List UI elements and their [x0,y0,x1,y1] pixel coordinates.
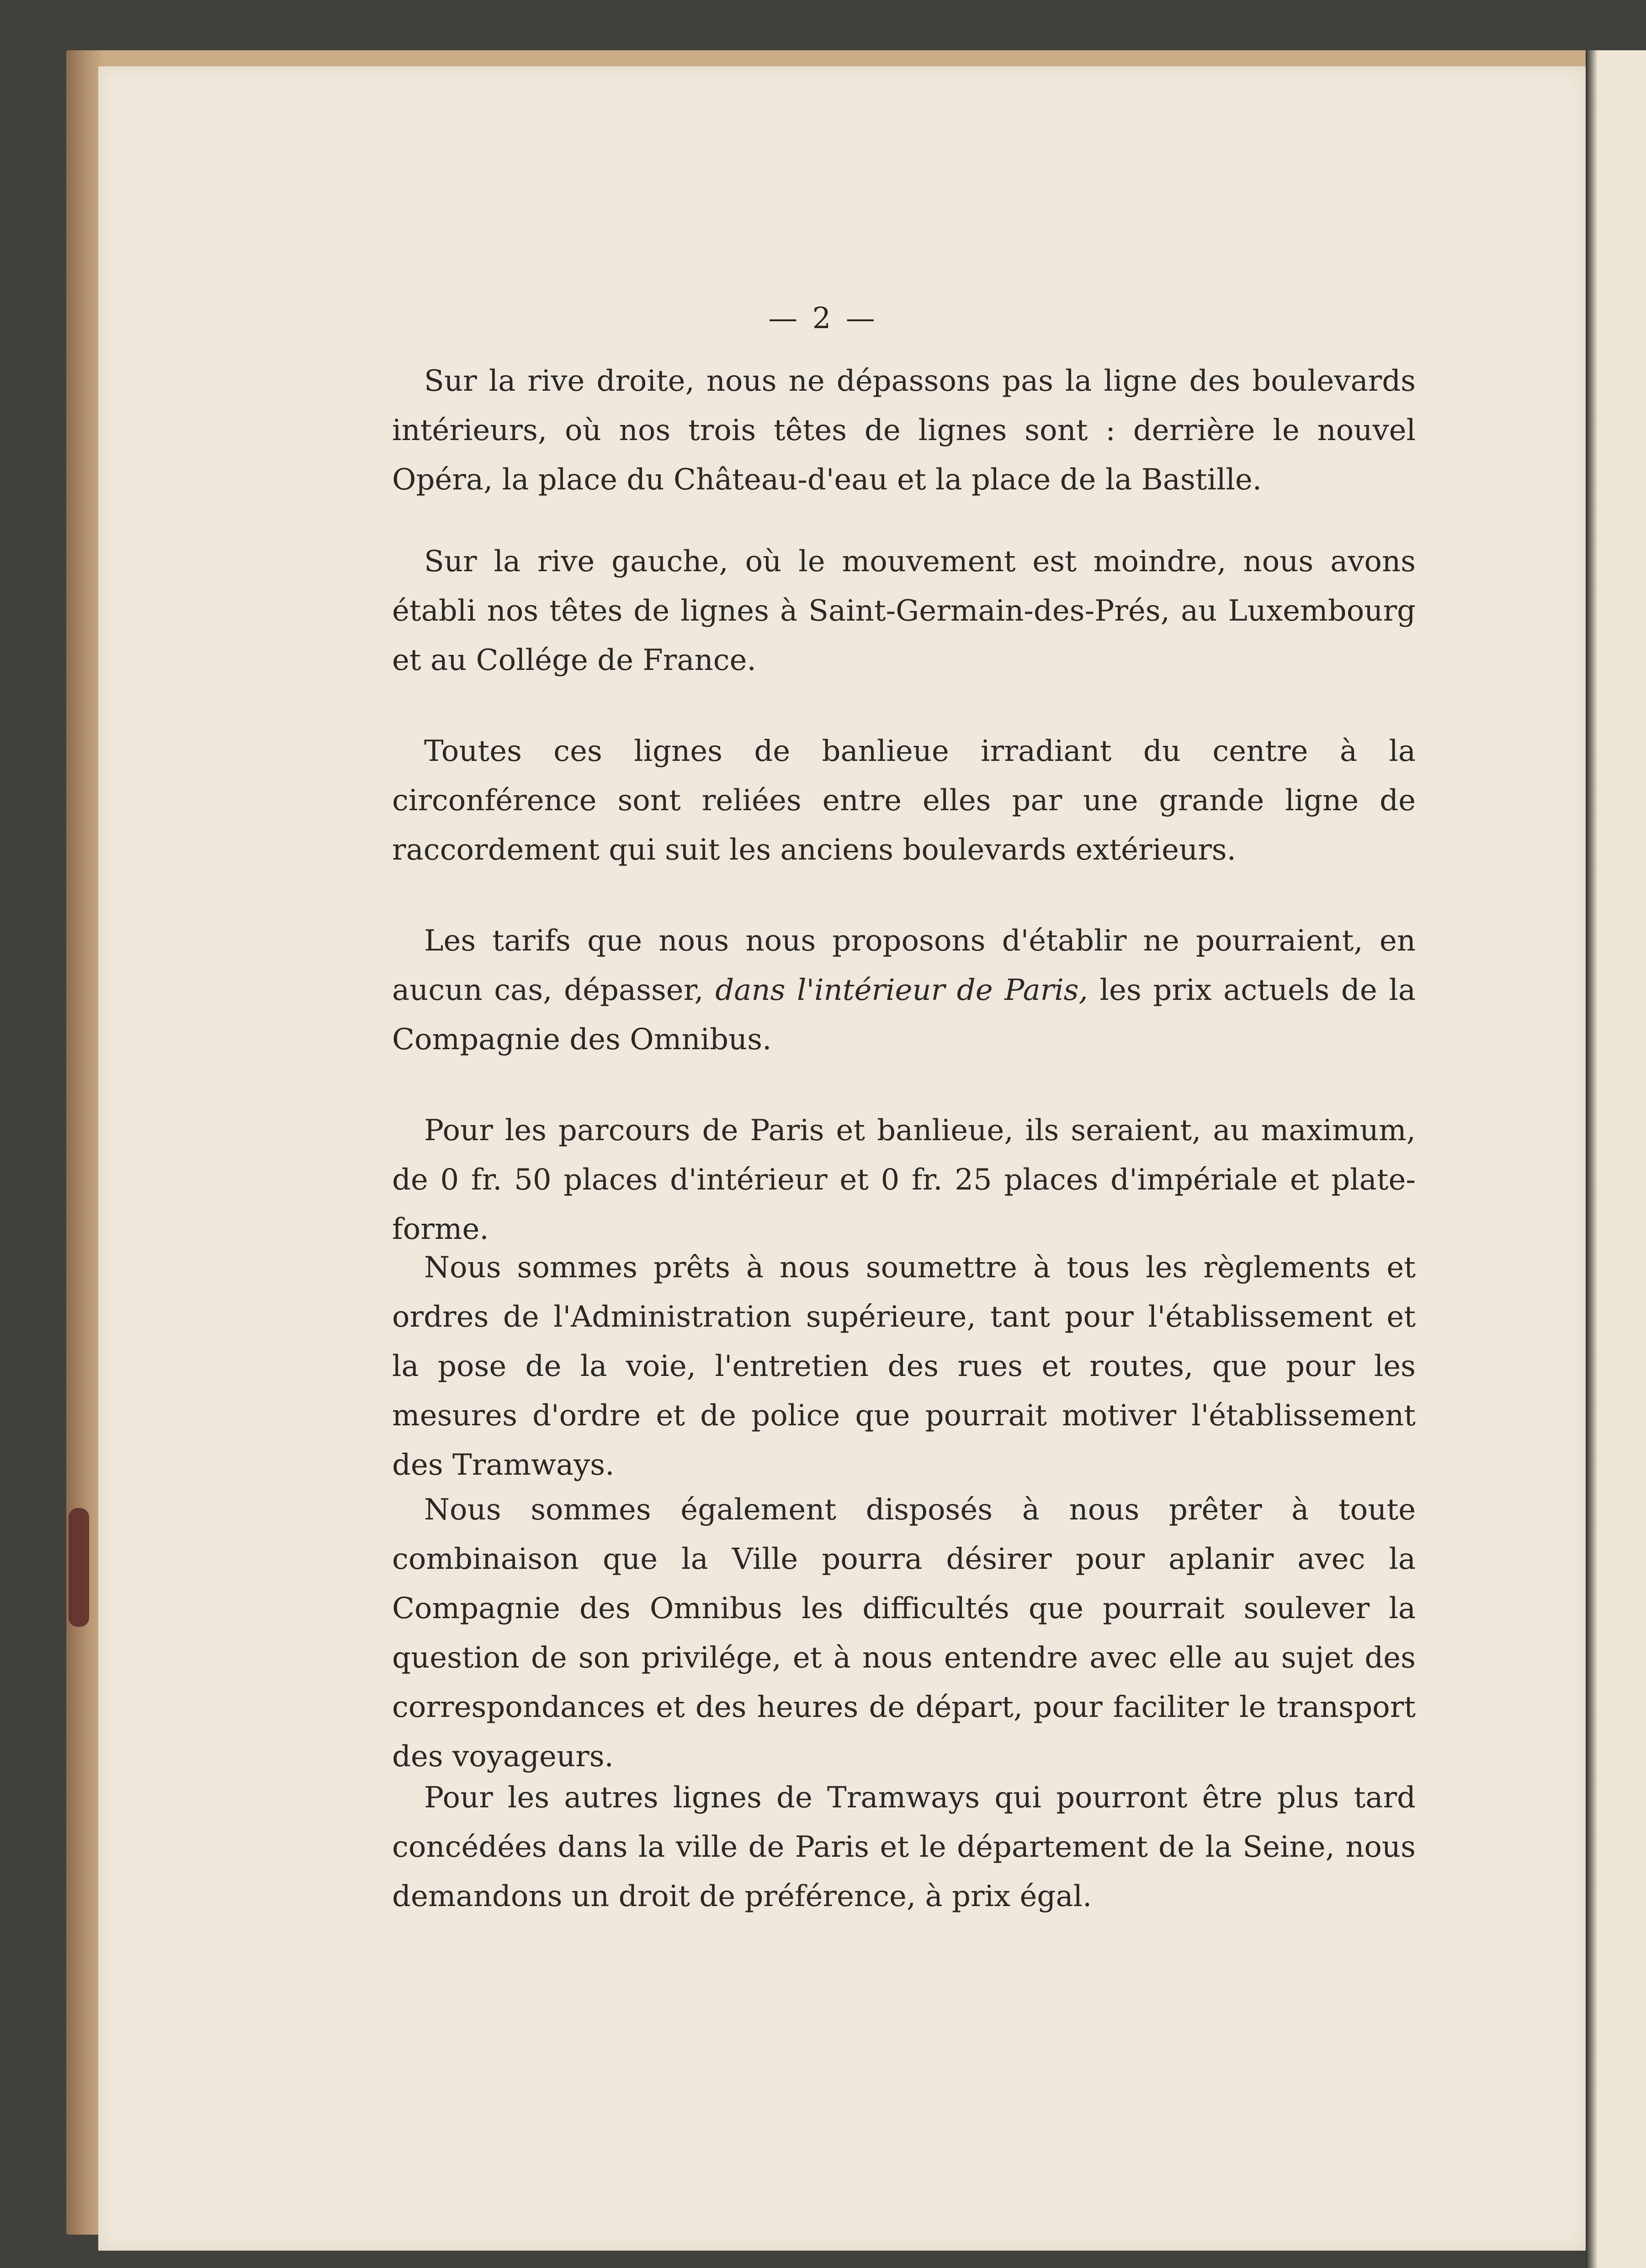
paragraph-text: Nous sommes prêts à nous soumettre à tous les règlements et ordres de l'Administration supérieure, tant pour l'établissement et la pose de la voie, l'entretien des rues et routes, que pour les mesures d'ordre et de police que pourrait motiver l'établissement des Tramways. [392,1251,1416,1482]
back-leaf-edge [66,50,103,2235]
paragraph-text: Toutes ces lignes de banlieue irradiant du centre à la circonférence sont reliées entre elles par une grande ligne de raccordement qui suit les anciens boulevards extérieurs. [392,734,1416,867]
paragraph-3 [392,727,1416,875]
next-page-edge [1586,50,1646,2268]
page-number: — 2 — [768,302,878,335]
paragraph-7 [392,1485,1416,1781]
paragraph-4 [392,916,1416,1064]
paragraph-5 [392,1106,1416,1254]
paragraph-8 [392,1773,1416,1921]
paragraph-text: Nous sommes également disposés à nous prêter à toute combinaison que la Ville pourra désirer pour aplanir avec la Compagnie des Omnibus les difficultés que pourrait soulever la question de son privilége, et à nous entendre avec elle au sujet des correspondances et des heures de départ, pour faciliter le transport des voyageurs. [392,1493,1416,1774]
paragraph-6 [392,1243,1416,1490]
paragraph-text: Sur la rive gauche, où le mouvement est moindre, nous avons établi nos têtes de lignes à Saint-Germain-des-Prés, au Luxembourg et au Collége de France. [392,545,1416,677]
paragraph-2 [392,537,1416,685]
paragraph-text: Pour les parcours de Paris et banlieue, ils seraient, au maximum, de 0 fr. 50 places d'intérieur et 0 fr. 25 places d'impériale et plate-forme. [392,1114,1416,1246]
paragraph-text-start: Les tarifs que nous nous proposons d'établir ne pourraient, en aucun cas, dépasser, [392,924,1416,1007]
paragraph-text [392,916,1416,1064]
paragraph-text: Pour les autres lignes de Tramways qui pourront être plus tard concédées dans la ville de Paris et le département de la Seine, nous demandons un droit de préférence, à prix égal. [392,1781,1416,1913]
paragraph-text: Sur la rive droite, nous ne dépassons pas la ligne des boulevards intérieurs, où nos trois têtes de lignes sont : derrière le nouvel Opéra, la place du Château-d'eau et la place de la Bastille. [392,364,1416,497]
italic-emphasis: dans l'intérieur de Paris, [715,973,1088,1007]
paragraph-text-end: les prix actuels de la Compagnie des Omnibus. [392,973,1416,1057]
paragraph-1 [392,356,1416,505]
binding-stain [69,1508,89,1627]
